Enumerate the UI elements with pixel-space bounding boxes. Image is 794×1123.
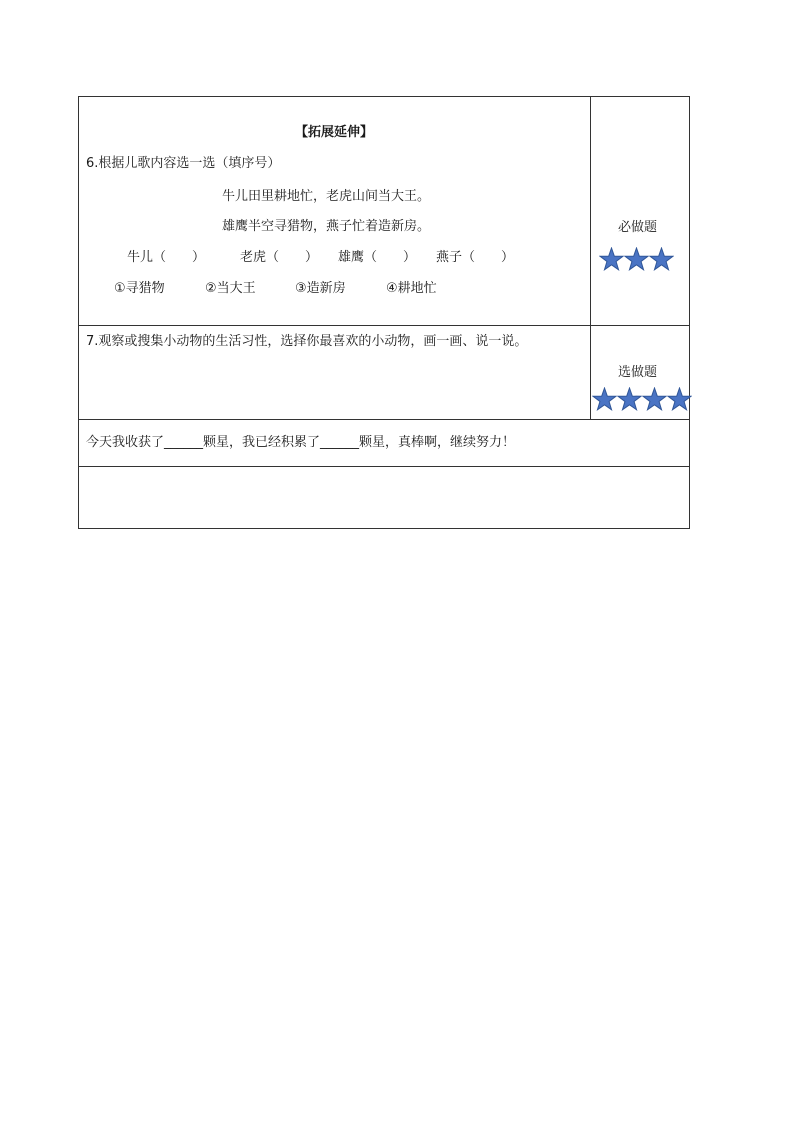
q6-blank-xiongying[interactable]: 雄鹰（ ） <box>338 250 417 265</box>
q6-poem-line-2: 雄鹰半空寻猎物，燕子忙着造新房。 <box>222 219 431 234</box>
q6-option-4: ④耕地忙 <box>386 281 437 296</box>
q6-prompt: 6.根据儿歌内容选一选（填序号） <box>86 156 281 171</box>
row-divider <box>79 419 689 420</box>
q7-prompt: 7.观察或搜集小动物的生活习性，选择你最喜欢的小动物，画一画、说一说。 <box>86 334 528 349</box>
q7-star-shape <box>643 388 666 410</box>
q6-star-shape <box>600 248 623 270</box>
q6-star-icon <box>649 247 674 271</box>
summary-line: 今天我收获了______颗星，我已经积累了______颗星，真棒啊，继续努力！ <box>86 435 516 450</box>
section-title: 【拓展延伸】 <box>295 125 374 140</box>
q6-option-3: ③造新房 <box>295 281 346 296</box>
q6-poem-line-1: 牛儿田里耕地忙，老虎山间当大王。 <box>222 189 431 204</box>
q6-blank-niuer[interactable]: 牛儿（ ） <box>127 250 206 265</box>
q6-option-2: ②当大王 <box>205 281 256 296</box>
q7-star-icon <box>592 387 617 411</box>
q6-blank-yanzi[interactable]: 燕子（ ） <box>436 250 515 265</box>
q7-level-label: 选做题 <box>618 365 658 380</box>
q7-star-icon <box>642 387 667 411</box>
worksheet-table <box>78 96 690 529</box>
row-divider <box>79 325 689 326</box>
q7-star-rating <box>592 387 692 411</box>
q6-star-rating <box>599 247 674 271</box>
q7-star-shape <box>618 388 641 410</box>
q7-star-icon <box>667 387 692 411</box>
q6-option-1: ①寻猎物 <box>114 281 165 296</box>
column-divider <box>590 97 591 420</box>
q6-star-shape <box>650 248 673 270</box>
q6-level-label: 必做题 <box>618 220 658 235</box>
q6-star-shape <box>625 248 648 270</box>
q7-star-shape <box>593 388 616 410</box>
q6-star-icon <box>624 247 649 271</box>
q7-star-shape <box>668 388 691 410</box>
q6-blank-laohu[interactable]: 老虎（ ） <box>240 250 319 265</box>
q7-star-icon <box>617 387 642 411</box>
q6-star-icon <box>599 247 624 271</box>
empty-notes-area <box>79 467 689 528</box>
